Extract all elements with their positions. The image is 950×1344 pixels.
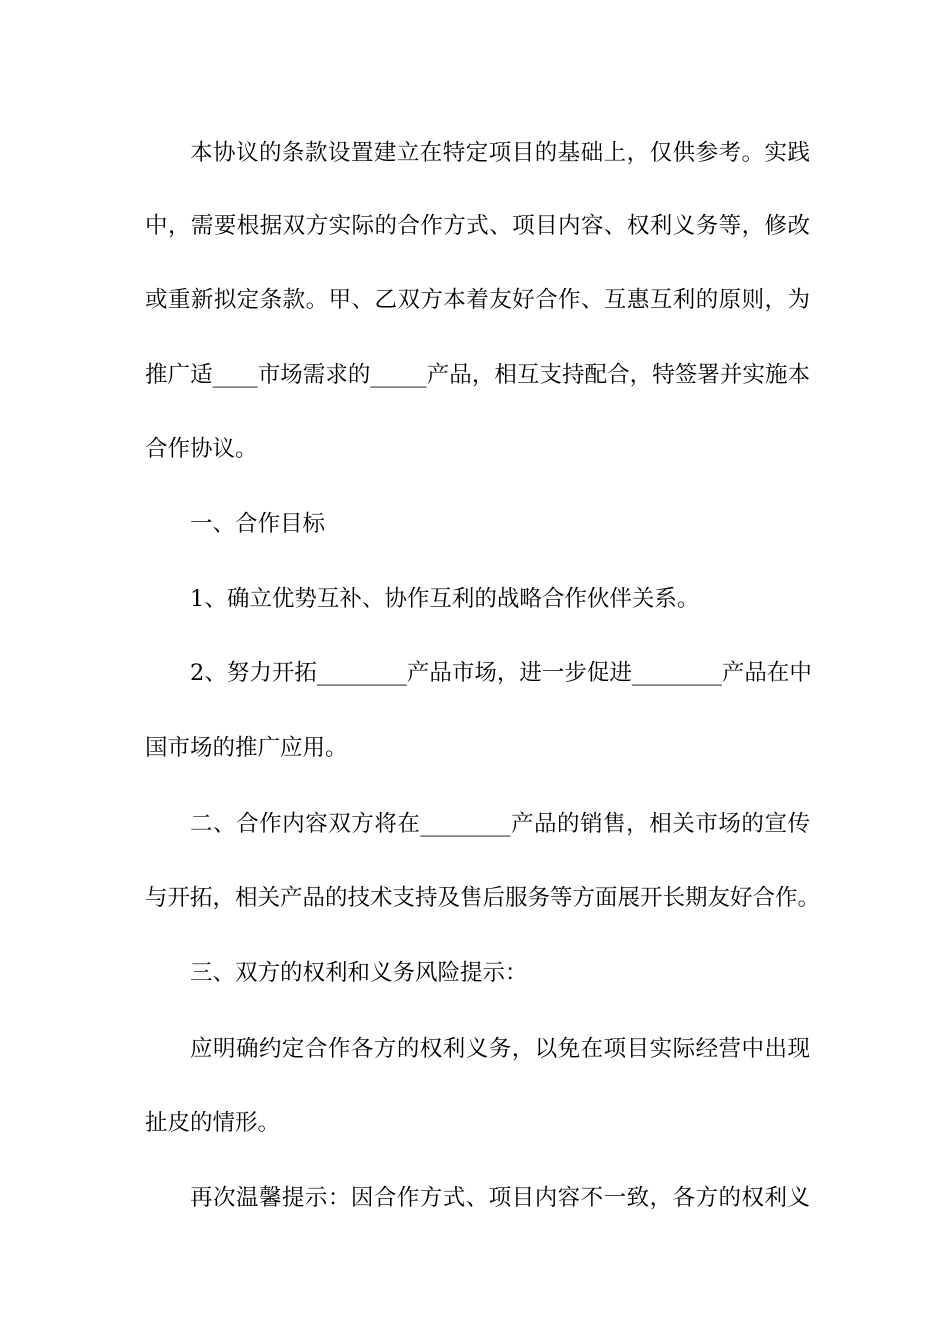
paragraph-line: 合作协议。 xyxy=(145,436,258,462)
paragraph-line: 再次温馨提示：因合作方式、项目内容不一致，各方的权利义 xyxy=(190,1185,810,1211)
list-item: 1、确立优势互补、协作互利的战略合作伙伴关系。 xyxy=(190,586,700,612)
paragraph-line: 扯皮的情形。 xyxy=(145,1110,281,1136)
paragraph-line: 或重新拟定条款。甲、乙双方本着友好合作、互惠互利的原则，为 xyxy=(145,287,810,313)
paragraph-line: 应明确约定合作各方的权利义务，以免在项目实际经营中出现 xyxy=(190,1036,810,1062)
section-heading: 一、合作目标 xyxy=(190,511,326,537)
paragraph-line: 中，需要根据双方实际的合作方式、项目内容、权利义务等，修改 xyxy=(145,213,810,239)
paragraph-line: 与开拓，相关产品的技术支持及售后服务等方面展开长期友好合作。 xyxy=(145,885,821,911)
section-heading: 三、双方的权利和义务风险提示： xyxy=(190,960,528,986)
paragraph-line: 本协议的条款设置建立在特定项目的基础上，仅供参考。实践 xyxy=(190,140,810,166)
list-item: 2、努力开拓________产品市场，进一步促进________产品在中 xyxy=(190,660,812,686)
section-heading: 二、合作内容双方将在________产品的销售，相关市场的宣传 xyxy=(190,811,810,837)
list-item-continuation: 国市场的推广应用。 xyxy=(145,735,348,761)
paragraph-line: 推广适____市场需求的_____产品，相互支持配合，特签署并实施本 xyxy=(145,362,810,388)
